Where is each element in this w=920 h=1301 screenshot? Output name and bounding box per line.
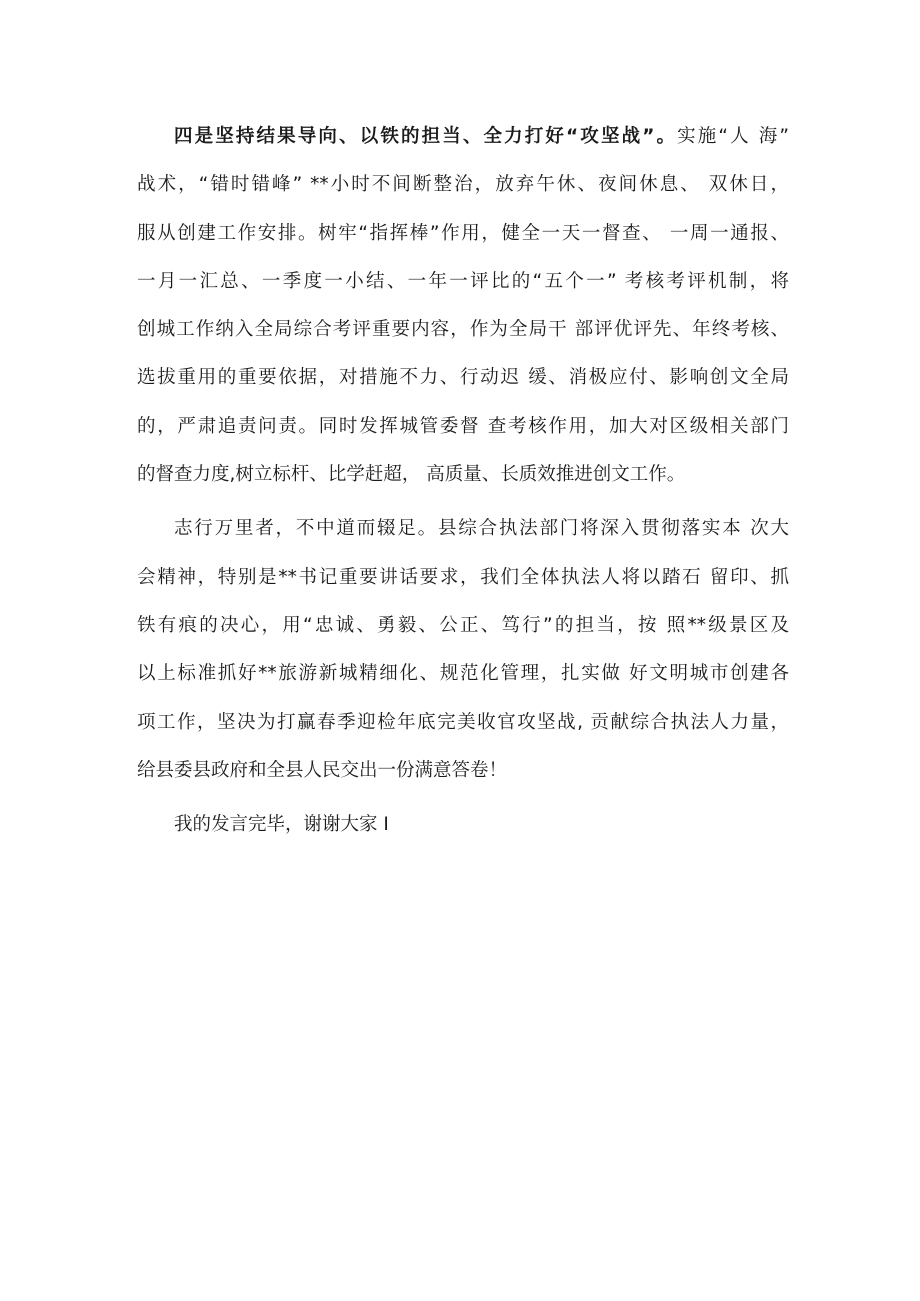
paragraph (137, 505, 789, 795)
text-line (137, 210, 789, 258)
text-run: 服从创建工作安排。树牢“指挥棒”作用，健全一天一督查、 一周一通报、 (137, 222, 789, 244)
text-run: 给县委县政府和全县人民交出一份满意答卷！ (137, 759, 508, 781)
text-line (137, 354, 789, 402)
text-run: 铁有痕的决心，用“忠诚、勇毅、公正、笃行”的担当，按 照**级景区及 (137, 614, 789, 636)
text-line (137, 161, 789, 209)
text-line (137, 258, 789, 306)
text-line (137, 801, 789, 849)
text-line (137, 451, 789, 499)
bold-text: 四是坚持结果导向、以铁的担当、全力打好“攻坚战”。 (174, 126, 678, 147)
text-run: 我的发言完毕，谢谢大家 I (174, 814, 389, 836)
text-line (137, 306, 789, 354)
text-run: 实施“人 海” (677, 126, 789, 147)
text-run: 创城工作纳入全局综合考评重要内容，作为全局干 部评优评先、年终考核、 (137, 319, 789, 341)
text-run: 项工作，坚决为打赢春季迎检年底完美收官攻坚战, 贡献综合执法人力量， (137, 711, 789, 733)
text-line (137, 505, 789, 553)
text-line (137, 113, 789, 161)
text-run: 战术，“错时错峰” **小时不间断整治，放弃午休、夜间休息、 双休日， (137, 174, 789, 196)
text-line (137, 650, 789, 698)
document-body (137, 113, 789, 849)
paragraph (137, 801, 789, 849)
text-run: 一月一汇总、一季度一小结、一年一评比的“五个一” 考核考评机制，将 (137, 270, 789, 292)
paragraph (137, 113, 789, 499)
text-run: 志行万里者，不中道而辍足。县综合执法部门将深入贯彻落实本 次大 (174, 518, 789, 540)
text-line (137, 403, 789, 451)
text-run: 的，严肃追责问责。同时发挥城管委督 查考核作用，加大对区级相关部门 (137, 415, 789, 437)
text-line (137, 554, 789, 602)
text-run: 会精神，特别是**书记重要讲话要求，我们全体执法人将以踏石 留印、抓 (137, 566, 789, 588)
text-line (137, 747, 789, 795)
text-run: 的督查力度,树立标杆、比学赶超， 高质量、长质效推进创文工作。 (137, 464, 686, 486)
text-line (137, 602, 789, 650)
text-line (137, 699, 789, 747)
text-run: 选拔重用的重要依据，对措施不力、行动迟 缓、消极应付、影响创文全局 (137, 367, 789, 389)
text-run: 以上标准抓好**旅游新城精细化、规范化管理，扎实做 好文明城市创建各 (137, 663, 789, 685)
